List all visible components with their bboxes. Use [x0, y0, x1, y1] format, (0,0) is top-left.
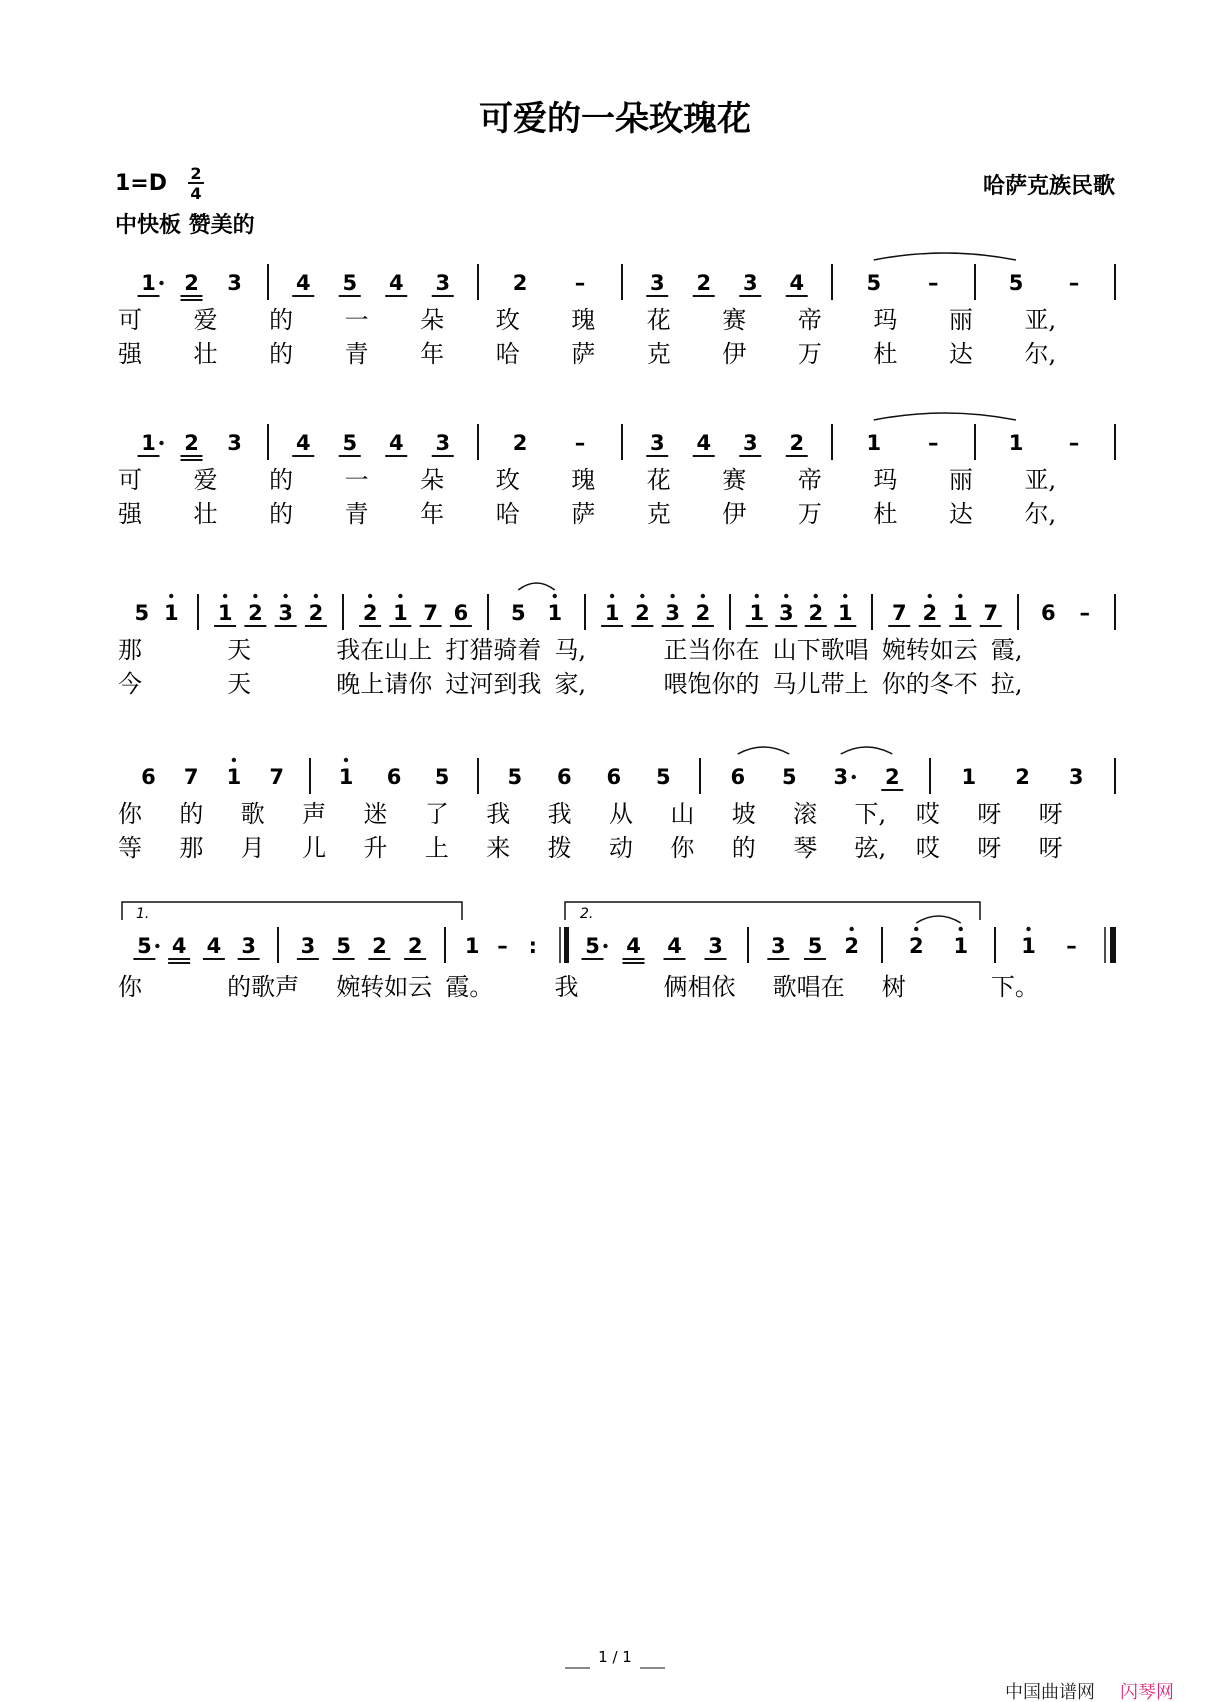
lyric-syllable: 丽: [948, 466, 973, 494]
octave-up-dot: [223, 594, 227, 598]
lyric-syllable: 花: [646, 466, 671, 494]
octave-up-dot: [368, 594, 372, 598]
note: 6: [453, 601, 469, 625]
lyric-syllable: 晚上请你: [336, 670, 433, 698]
slur-arc: [916, 916, 961, 923]
lyric-syllable: 哈: [495, 340, 520, 368]
lyric-syllable: 可: [118, 466, 142, 494]
lyric-syllable: 拨: [547, 834, 572, 862]
lyric-syllable: 月: [240, 834, 265, 862]
note: 2: [184, 271, 199, 295]
note: 5: [781, 765, 797, 789]
lyric-syllable: 万: [797, 340, 822, 368]
note: 4: [206, 934, 222, 958]
lyric-syllable: 哈: [495, 500, 520, 528]
note: 4: [388, 431, 404, 455]
note: 1: [953, 934, 969, 958]
lyric-syllable: 天: [227, 670, 252, 698]
note: 3: [771, 934, 786, 958]
volta-label-1: 1.: [136, 906, 150, 922]
note: 1: [217, 601, 233, 625]
lyric-syllable: 花: [646, 306, 671, 334]
sustain-dash: –: [928, 271, 939, 295]
note: 6: [730, 765, 746, 789]
volta-bracket-2: [565, 902, 980, 920]
lyric-syllable: 青: [344, 340, 369, 368]
lyric-syllable: 杜: [873, 340, 898, 368]
notes-row-2: [138, 413, 1080, 460]
lyric-syllable: 玫: [495, 466, 520, 494]
lyric-syllable: 弦,: [854, 834, 887, 862]
note: 3: [742, 431, 758, 455]
lyric-syllable: 的: [179, 800, 204, 828]
lyric-syllable: 达: [948, 340, 973, 368]
note: 1: [604, 601, 620, 625]
lyric-syllable: 动: [609, 834, 633, 862]
lyric-syllable: 壮: [193, 500, 218, 528]
lyric-syllable: 树: [881, 973, 906, 1001]
lyric-syllable: 下。: [990, 973, 1039, 1001]
lyric-syllable: 帝: [797, 466, 822, 494]
lyrics-row-1: [118, 306, 1056, 368]
repeat-barline-thick: [564, 927, 569, 963]
lyric-syllable: 儿: [302, 834, 327, 862]
lyric-syllable: 琴: [793, 834, 818, 862]
lyric-syllable: 歌唱在: [772, 973, 845, 1001]
lyric-syllable: 瑰: [571, 306, 596, 334]
slur-arc: [841, 747, 893, 754]
lyric-syllable: 的歌声: [227, 973, 300, 1001]
lyric-syllable: 滚: [793, 800, 818, 828]
note: 1: [547, 601, 563, 625]
note: 3: [778, 601, 794, 625]
lyric-syllable: 坡: [731, 800, 756, 828]
note: 1: [464, 934, 480, 958]
lyric-syllable: 萨: [571, 340, 596, 368]
lyrics-row-3: [118, 636, 1023, 698]
lyric-syllable: 伊: [722, 340, 747, 368]
watermark-left: 中国曲谱网: [1005, 1682, 1095, 1702]
note: 5: [866, 271, 882, 295]
lyric-syllable: 的: [269, 466, 294, 494]
lyric-syllable: 霞。: [445, 973, 494, 1001]
lyric-syllable: 声: [302, 800, 327, 828]
octave-up-dot: [314, 594, 318, 598]
lyric-syllable: 从: [609, 800, 633, 828]
lyric-syllable: 壮: [193, 340, 218, 368]
lyric-syllable: 可: [118, 306, 142, 334]
lyric-syllable: 我在山上: [336, 636, 433, 664]
note: 6: [1040, 601, 1056, 625]
note: 4: [295, 431, 311, 455]
octave-up-dot: [928, 594, 932, 598]
staff-row-4: [310, 758, 1115, 794]
lyric-syllable: 万: [797, 500, 822, 528]
lyric-syllable: 玫: [495, 306, 520, 334]
lyric-syllable: 的: [269, 306, 294, 334]
lyric-syllable: 俩相依: [663, 973, 736, 1001]
note: 3: [665, 601, 680, 625]
sustain-dash: –: [1068, 271, 1080, 295]
note: 4: [789, 271, 805, 295]
final-barline-thick: [1110, 927, 1116, 963]
lyric-syllable: 过河到我: [445, 670, 542, 698]
note: 7: [183, 765, 199, 789]
octave-up-dot: [610, 594, 614, 598]
watermark-right: 闪琴网: [1120, 1682, 1174, 1702]
octave-up-dot: [849, 927, 853, 931]
lyric-syllable: 尔,: [1024, 500, 1057, 528]
lyric-syllable: 迷: [363, 800, 388, 828]
notes-row-3: [134, 583, 1090, 626]
note: 1: [1021, 934, 1036, 958]
note: 4: [171, 934, 187, 958]
notes-row-4: [141, 747, 1083, 790]
lyric-syllable: 达: [948, 500, 973, 528]
note: 3: [742, 271, 758, 295]
note: 5: [342, 271, 358, 295]
lyric-syllable: 克: [646, 500, 671, 528]
lyric-syllable: 玛: [873, 466, 898, 494]
note: 2: [696, 271, 712, 295]
note: 5: [655, 765, 671, 789]
note: 6: [386, 765, 402, 789]
note: 2: [372, 934, 387, 958]
note: 2: [407, 934, 423, 958]
lyric-syllable: 呀: [977, 834, 1002, 862]
note: 1: [1008, 431, 1024, 455]
lyric-syllable: 杜: [873, 500, 898, 528]
lyric-syllable: 爱: [193, 466, 218, 494]
lyric-syllable: 朵: [420, 466, 445, 494]
note: 7: [269, 765, 284, 789]
lyric-syllable: 帝: [797, 306, 822, 334]
note: 4: [626, 934, 641, 958]
sustain-dash: –: [574, 271, 586, 295]
note: 2: [635, 601, 650, 625]
note: 3: [227, 431, 242, 455]
octave-up-dot: [253, 594, 257, 598]
lyrics-row-5: [118, 973, 1039, 1001]
note: 6: [556, 765, 572, 789]
octave-up-dot: [553, 594, 557, 598]
note: 4: [696, 431, 712, 455]
notes-row-5: [133, 916, 1076, 963]
lyric-syllable: 下,: [854, 800, 887, 828]
lyric-syllable: 的: [269, 500, 294, 528]
lyric-syllable: 亚,: [1024, 466, 1057, 494]
lyric-syllable: 哎: [915, 800, 940, 828]
octave-up-dot: [755, 594, 759, 598]
lyric-syllable: 强: [118, 340, 142, 368]
note: 3: [649, 431, 665, 455]
note: 4: [388, 271, 404, 295]
octave-up-dot: [701, 594, 705, 598]
note: 6: [606, 765, 622, 789]
note: 2: [184, 431, 199, 455]
lyric-syllable: 年: [420, 500, 445, 528]
note: 1: [141, 431, 156, 455]
lyric-syllable: 来: [486, 834, 511, 862]
lyric-syllable: 萨: [571, 500, 596, 528]
note: 5: [342, 431, 358, 455]
note: 2: [1015, 765, 1030, 789]
lyric-syllable: 了: [424, 800, 449, 828]
note: 2: [248, 601, 263, 625]
note: 1: [837, 601, 853, 625]
note: 1: [393, 601, 408, 625]
note: 5: [1008, 271, 1024, 295]
note: 2: [808, 601, 824, 625]
note: 5: [434, 765, 450, 789]
note: 2: [908, 934, 924, 958]
note: 3: [435, 271, 451, 295]
note: 1: [749, 601, 765, 625]
augmentation-dot: [155, 944, 159, 948]
lyric-syllable: 婉转如云: [336, 973, 433, 1001]
octave-up-dot: [959, 927, 963, 931]
note: 5: [807, 934, 823, 958]
note: 1: [338, 765, 354, 789]
slur-arc: [874, 253, 1016, 260]
note: 2: [884, 765, 900, 789]
note: 2: [308, 601, 324, 625]
lyric-syllable: 你: [670, 834, 695, 862]
lyric-syllable: 天: [227, 636, 252, 664]
octave-up-dot: [958, 594, 962, 598]
note: 2: [512, 431, 528, 455]
song-title: 可爱的一朵玫瑰花: [479, 99, 751, 139]
lyric-syllable: 的: [269, 340, 294, 368]
lyric-syllable: 呀: [1038, 834, 1063, 862]
note: 5: [585, 934, 600, 958]
notes-row-1: [138, 253, 1080, 300]
lyric-syllable: 那: [179, 834, 204, 862]
lyric-syllable: 我: [547, 800, 572, 828]
tempo-marking: 中快板 赞美的: [115, 213, 255, 238]
lyric-syllable: 今: [118, 670, 142, 698]
page-number: 1 / 1: [598, 1648, 632, 1666]
octave-up-dot: [843, 594, 847, 598]
octave-up-dot: [814, 594, 818, 598]
lyric-syllable: 正当你在: [663, 636, 760, 664]
lyric-syllable: 青: [344, 500, 369, 528]
lyric-syllable: 强: [118, 500, 142, 528]
lyric-syllable: 伊: [722, 500, 747, 528]
note: 7: [891, 601, 907, 625]
note: 2: [512, 271, 528, 295]
note: 3: [649, 271, 665, 295]
lyric-syllable: 哎: [915, 834, 940, 862]
lyric-syllable: 瑰: [571, 466, 596, 494]
augmentation-dot: [159, 281, 163, 285]
note: 2: [362, 601, 378, 625]
note: 3: [1068, 765, 1084, 789]
octave-up-dot: [232, 758, 236, 762]
lyric-syllable: 喂饱你的: [663, 670, 760, 698]
lyric-syllable: 拉,: [990, 670, 1023, 698]
lyric-syllable: 你: [118, 973, 142, 1001]
lyric-syllable: 赛: [722, 306, 747, 334]
volta-label-2: 2.: [580, 906, 594, 922]
sustain-dash: –: [1066, 934, 1077, 958]
note: 1: [163, 601, 179, 625]
octave-up-dot: [344, 758, 348, 762]
sustain-dash: –: [1079, 601, 1090, 625]
lyric-syllable: 呀: [1038, 800, 1063, 828]
note: 1: [141, 271, 156, 295]
lyric-syllable: 一: [344, 306, 369, 334]
note: 3: [227, 271, 242, 295]
lyric-syllable: 一: [344, 466, 369, 494]
lyric-syllable: 的: [731, 834, 756, 862]
lyric-syllable: 我: [554, 973, 579, 1001]
note: 1: [226, 765, 242, 789]
time-signature-bottom: 4: [190, 184, 202, 203]
note: 5: [134, 601, 150, 625]
note: 2: [789, 431, 805, 455]
octave-up-dot: [914, 927, 918, 931]
staff-row-3: [198, 594, 1115, 630]
sustain-dash: –: [928, 431, 939, 455]
lyrics-row-4: [118, 800, 1063, 862]
note: 2: [922, 601, 938, 625]
lyric-syllable: 我: [486, 800, 511, 828]
lyric-syllable: 歌: [240, 800, 265, 828]
octave-up-dot: [670, 594, 674, 598]
key-signature: 1=D: [115, 171, 168, 196]
octave-up-dot: [1026, 927, 1030, 931]
lyric-syllable: 尔,: [1024, 340, 1057, 368]
sustain-dash: –: [1068, 431, 1080, 455]
octave-up-dot: [784, 594, 788, 598]
note: 5: [137, 934, 152, 958]
note: 3: [278, 601, 293, 625]
lyric-syllable: 霞,: [990, 636, 1023, 664]
lyric-syllable: 上: [424, 834, 449, 862]
sustain-dash: :: [528, 934, 538, 958]
note: 5: [336, 934, 351, 958]
augmentation-dot: [852, 775, 856, 779]
lyric-syllable: 丽: [948, 306, 973, 334]
volta-bracket-1: [122, 902, 462, 920]
note: 7: [423, 601, 438, 625]
note: 3: [435, 431, 451, 455]
slur-arc: [738, 747, 790, 754]
lyric-syllable: 马儿带上: [772, 670, 869, 698]
octave-up-dot: [398, 594, 402, 598]
note: 3: [241, 934, 256, 958]
note: 3: [300, 934, 316, 958]
note: 4: [667, 934, 682, 958]
composer: 哈萨克族民歌: [982, 174, 1115, 199]
lyric-syllable: 婉转如云: [881, 636, 978, 664]
note: 2: [695, 601, 711, 625]
augmentation-dot: [603, 944, 607, 948]
lyric-syllable: 克: [646, 340, 671, 368]
lyric-syllable: 你: [118, 800, 142, 828]
note: 5: [507, 765, 523, 789]
sustain-dash: –: [574, 431, 586, 455]
lyric-syllable: 玛: [873, 306, 898, 334]
note: 3: [708, 934, 723, 958]
octave-up-dot: [283, 594, 287, 598]
lyric-syllable: 年: [420, 340, 445, 368]
lyric-syllable: 赛: [722, 466, 747, 494]
lyric-syllable: 山下歌唱: [772, 636, 869, 664]
note: 4: [295, 271, 311, 295]
lyrics-row-2: [118, 466, 1056, 528]
octave-up-dot: [640, 594, 644, 598]
octave-up-dot: [169, 594, 173, 598]
time-signature-top: 2: [190, 164, 202, 183]
note: 1: [866, 431, 882, 455]
lyric-syllable: 马,: [554, 636, 587, 664]
lyric-syllable: 你的冬不: [881, 670, 978, 698]
note: 6: [141, 765, 156, 789]
note: 7: [983, 601, 999, 625]
lyric-syllable: 打猎骑着: [445, 636, 542, 664]
lyric-syllable: 那: [118, 636, 142, 664]
note: 5: [510, 601, 526, 625]
note: 2: [844, 934, 859, 958]
note: 1: [952, 601, 968, 625]
augmentation-dot: [159, 441, 163, 445]
lyric-syllable: 呀: [977, 800, 1002, 828]
lyric-syllable: 等: [118, 834, 142, 862]
lyric-syllable: 山: [670, 800, 695, 828]
note: 1: [961, 765, 977, 789]
sustain-dash: –: [497, 934, 508, 958]
lyric-syllable: 爱: [193, 306, 218, 334]
lyric-syllable: 朵: [420, 306, 445, 334]
lyric-syllable: 亚,: [1024, 306, 1057, 334]
slur-arc: [874, 413, 1016, 420]
slur-arc: [518, 583, 555, 590]
lyric-syllable: 家,: [554, 670, 587, 698]
lyric-syllable: 升: [363, 834, 388, 862]
note: 3: [833, 765, 849, 789]
